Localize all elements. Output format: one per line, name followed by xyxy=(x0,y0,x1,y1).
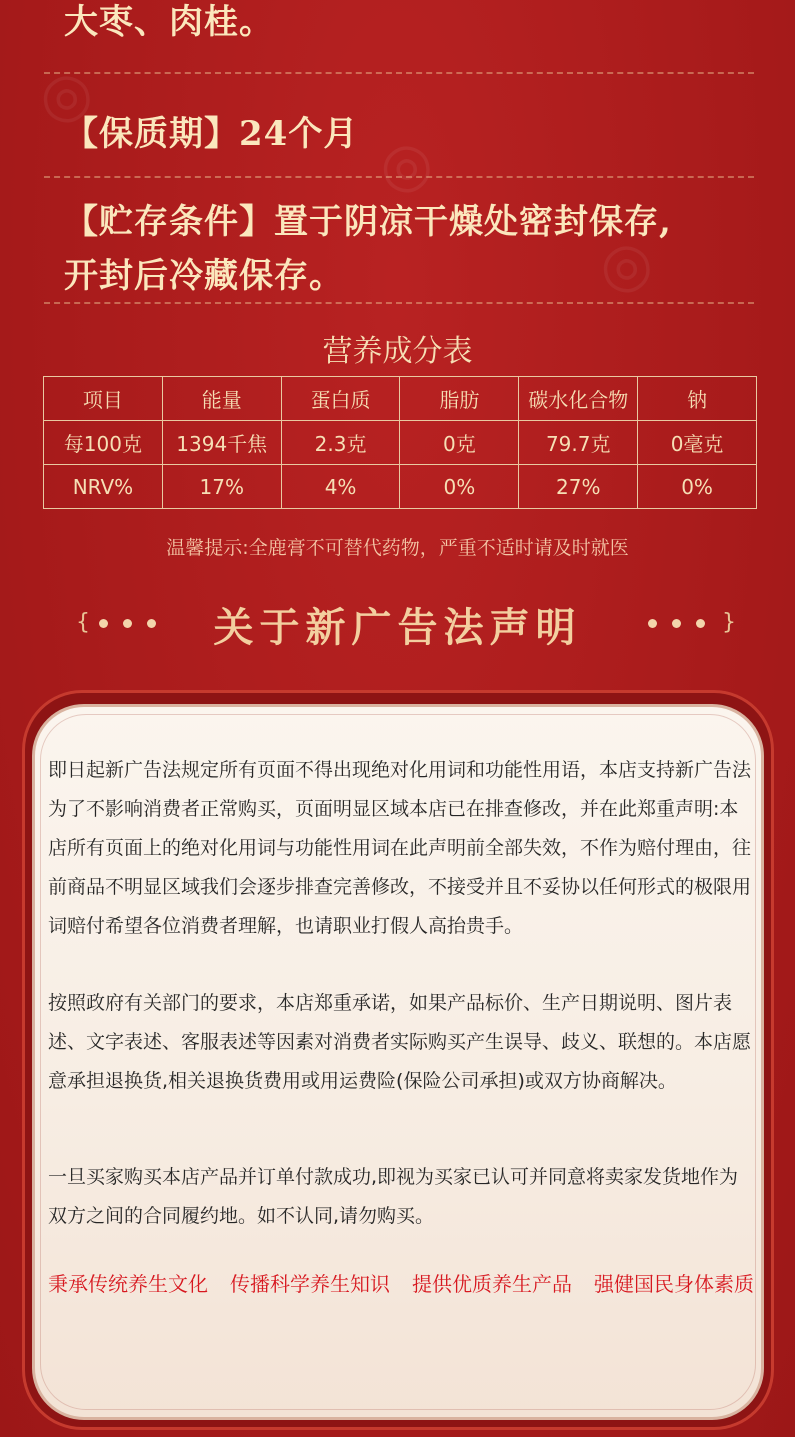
ornament-dot xyxy=(672,619,681,628)
brand-watermark: ◎ xyxy=(595,226,657,304)
slogan: 传播科学养生知识 xyxy=(230,1272,390,1296)
table-cell: 79.7克 xyxy=(519,421,638,465)
nutrition-table xyxy=(43,376,757,509)
shelf-life: 【保质期】24个月 xyxy=(64,114,359,154)
table-cell: 4% xyxy=(281,465,400,509)
brand-watermark: ◎ xyxy=(35,56,97,134)
table-cell: 17% xyxy=(162,465,281,509)
table-cell: 0克 xyxy=(400,421,519,465)
table-cell: 2.3克 xyxy=(281,421,400,465)
divider xyxy=(44,302,754,304)
table-cell: 每100克 xyxy=(44,421,163,465)
table-header-cell: 蛋白质 xyxy=(281,377,400,421)
table-cell: 0毫克 xyxy=(638,421,757,465)
declaration-title: 关于新广告法声明 xyxy=(213,604,582,651)
declaration-heading-row xyxy=(0,596,795,656)
slogan: 强健国民身体素质 xyxy=(594,1272,754,1296)
table-cell: 1394千焦 xyxy=(162,421,281,465)
ornament-dot xyxy=(696,619,705,628)
table-header-row xyxy=(44,377,757,421)
warm-tip: 温馨提示:全鹿膏不可替代药物，严重不适时请及时就医 xyxy=(166,537,629,559)
ingredients-tail: 大枣、肉桂。 xyxy=(64,2,274,42)
nutrition-title: 营养成分表 xyxy=(322,334,473,369)
table-header-cell: 项目 xyxy=(44,377,163,421)
brace-right: } xyxy=(722,610,736,635)
slogan-row xyxy=(48,1268,754,1297)
declaration-paragraph-3: 一旦买家购买本店产品并订单付款成功,即视为买家已认可并同意将卖家发货地作为双方之间的合同履约地。如不认同,请勿购买。 xyxy=(48,1166,739,1227)
table-header-cell: 钠 xyxy=(638,377,757,421)
ornament-dot xyxy=(648,619,657,628)
declaration-paragraph-1: 即日起新广告法规定所有页面不得出现绝对化用词和功能性用语，本店支持新广告法为了不影响消费者正常购买，页面明显区域本店已在排查修改，并在此郑重声明:本店所有页面上的绝对化用词与功能性用词在此声明前全部失效，不作为赔付理由，往前商品不明显区域我们会逐步排查完善修改，不接受并且不妥协以任何形式的极限用词赔付希望各位消费者理解，也请职业打假人高抬贵手。 xyxy=(48,759,752,937)
slogan: 秉承传统养生文化 xyxy=(48,1272,208,1296)
brand-watermark: ◎ xyxy=(375,126,437,204)
table-row xyxy=(44,421,757,465)
table-row xyxy=(44,465,757,509)
table-header-cell: 脂肪 xyxy=(400,377,519,421)
table-cell: 0% xyxy=(400,465,519,509)
table-header-cell: 能量 xyxy=(162,377,281,421)
table-cell: 0% xyxy=(638,465,757,509)
divider xyxy=(44,176,754,178)
brace-left: { xyxy=(76,610,90,635)
table-cell: NRV% xyxy=(44,465,163,509)
table-cell: 27% xyxy=(519,465,638,509)
slogan: 提供优质养生产品 xyxy=(412,1272,572,1296)
storage-line-1: 【贮存条件】置于阴凉干燥处密封保存, xyxy=(64,202,672,242)
table-header-cell: 碳水化合物 xyxy=(519,377,638,421)
storage-line-2: 开封后冷藏保存。 xyxy=(64,256,344,296)
declaration-paragraph-2: 按照政府有关部门的要求，本店郑重承诺，如果产品标价、生产日期说明、图片表述、文字表述、客服表述等因素对消费者实际购买产生误导、歧义、联想的。本店愿意承担退换货,相关退换货费用或用运费险(保险公司承担)或双方协商解决。 xyxy=(48,992,752,1092)
divider xyxy=(44,72,754,74)
